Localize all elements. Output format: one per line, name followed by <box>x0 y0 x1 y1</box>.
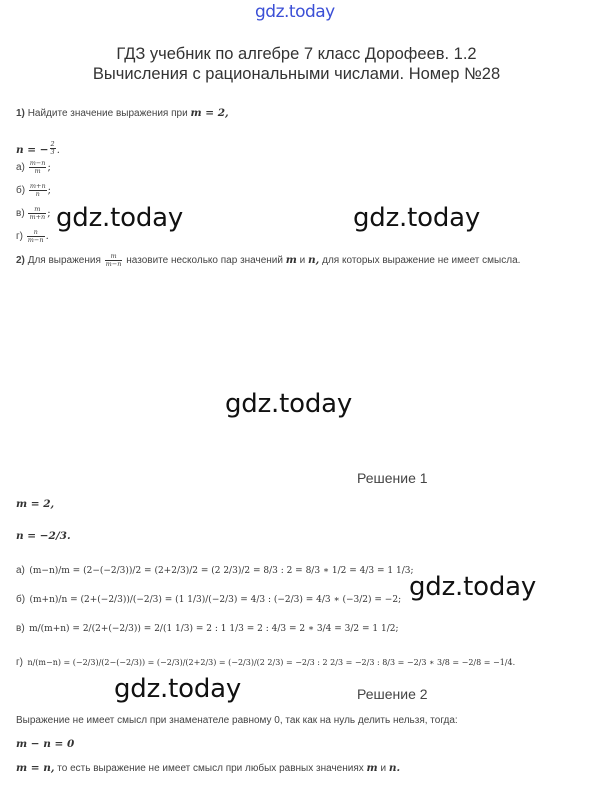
solution1-line-a <box>16 560 414 578</box>
fraction-den: m+n <box>29 213 46 221</box>
solution2-conclusion: то есть выражение не имеет смысл при любых равных значениях <box>57 763 364 774</box>
task-item-d: г) $\frac{n}{m-n}$ . <box>16 228 49 244</box>
solution2-text1: Выражение не имеет смысл при знаменателе равному 0, так как на нуль делить нельзя, тогда: <box>16 715 458 726</box>
task-n-num: 2 <box>50 140 55 149</box>
solution-line-label: г) <box>16 657 23 668</box>
solution2-m-eq-n: m = n, <box>16 762 55 774</box>
solution-line-label: а) <box>16 565 25 576</box>
task-item-label: а) <box>16 162 25 174</box>
fraction-num: m+n <box>29 182 46 190</box>
solution2-n: n. <box>388 762 401 774</box>
fraction-num: m−n <box>29 159 46 167</box>
fraction-den: m−n <box>105 260 122 268</box>
solution-line-expr: n/(m−n) = (−2/3)/(2−(−2/3)) = (−2/3)/(2+2/3) = (−2/3)/(2 2/3) = −2/3 : 2 2/3 = −2/3 : 8/3 = −2/3 ∗ 3/8 = −2/8 = −1/4. <box>27 658 516 667</box>
solution1-line-b <box>16 589 401 607</box>
solution2-m: m <box>366 762 378 774</box>
task-item-b: б) $\frac{m+n}{n}$ ; <box>16 182 52 198</box>
watermark: gdz.today <box>409 572 537 602</box>
fraction-num: n <box>27 229 45 237</box>
solution2-and: и <box>380 763 387 774</box>
task-item-fraction <box>29 183 47 198</box>
task-item-label: г) <box>16 231 23 243</box>
page-title: ГДЗ учебник по алгебре 7 класс Дорофеев. 1.2 Вычисления с рациональными числами. Номер №28 <box>92 45 501 83</box>
task-part2-text-before: Для выражения <box>27 255 101 267</box>
task-item-c: в) $\frac{m}{m+n}$ ; <box>16 205 51 221</box>
watermark: gdz.today <box>56 203 184 233</box>
fraction-den: n <box>35 190 40 198</box>
site-logo[interactable]: gdz.today <box>255 2 335 22</box>
task-n-den: 3 <box>50 148 55 157</box>
task-part1 <box>16 107 229 119</box>
fraction-den: m <box>34 167 41 175</box>
task-item-label: в) <box>16 208 25 220</box>
task-part1-text: Найдите значение выражения при <box>27 108 188 119</box>
task-part2-number: 2) <box>16 255 25 267</box>
solution1-n-value: n = −2/3. <box>16 530 71 542</box>
solution1-line-d <box>16 652 515 670</box>
task-item-fraction <box>28 206 46 221</box>
task-part2-and: и <box>299 255 306 267</box>
solution-line-expr: (m+n)/n = (2+(−2/3))/(−2/3) = (1 1/3)/(−2/3) = 4/3 : (−2/3) = 4/3 ∗ (−3/2) = −2; <box>29 595 402 605</box>
task-part2-m: m <box>285 254 297 267</box>
solution2-equation: m − n = 0 <box>16 738 75 750</box>
watermark: gdz.today <box>114 674 242 704</box>
solution1-heading: Решение 1 <box>357 470 428 486</box>
task-n-condition: n = − $\frac{2}{3}$ . <box>16 140 60 157</box>
solution2-text2 <box>16 762 400 774</box>
task-item-fraction <box>29 160 47 175</box>
task-item-a: а) $\frac{m-n}{m}$ ; <box>16 159 51 175</box>
task-part2-text-after: назовите несколько пар значений <box>126 255 283 267</box>
task-item-fraction <box>27 229 45 244</box>
task-item-label: б) <box>16 185 26 197</box>
fraction-num: m <box>105 253 123 261</box>
solution1-line-c <box>16 618 399 636</box>
task-n-fraction <box>50 141 56 156</box>
fraction-den: m−n <box>27 236 44 244</box>
solution1-m-value: m = 2, <box>16 498 55 510</box>
watermark: gdz.today <box>225 389 353 419</box>
task-part1-number: 1) <box>16 108 25 119</box>
fraction-num: m <box>28 206 46 214</box>
watermark: gdz.today <box>353 203 481 233</box>
task-part2-n: n, <box>308 254 320 267</box>
task-part2 <box>16 253 520 268</box>
task-m-condition: m = 2, <box>190 107 229 119</box>
solution-line-label: в) <box>16 623 25 634</box>
task-part2-fraction <box>105 253 123 268</box>
solution2-heading: Решение 2 <box>357 686 428 702</box>
solution-line-expr: (m−n)/m = (2−(−2/3))/2 = (2+2/3)/2 = (2 2/3)/2 = 8/3 : 2 = 8/3 ∗ 1/2 = 4/3 = 1 1/3; <box>29 566 414 576</box>
solution-line-label: б) <box>16 594 26 605</box>
task-part2-tail: для которых выражение не имеет смысла. <box>322 255 521 267</box>
solution-line-expr: m/(m+n) = 2/(2+(−2/3)) = 2/(1 1/3) = 2 : 1 1/3 = 2 : 4/3 = 2 ∗ 3/4 = 3/2 = 1 1/2; <box>29 624 399 634</box>
task-n-prefix: n = − <box>16 144 49 156</box>
